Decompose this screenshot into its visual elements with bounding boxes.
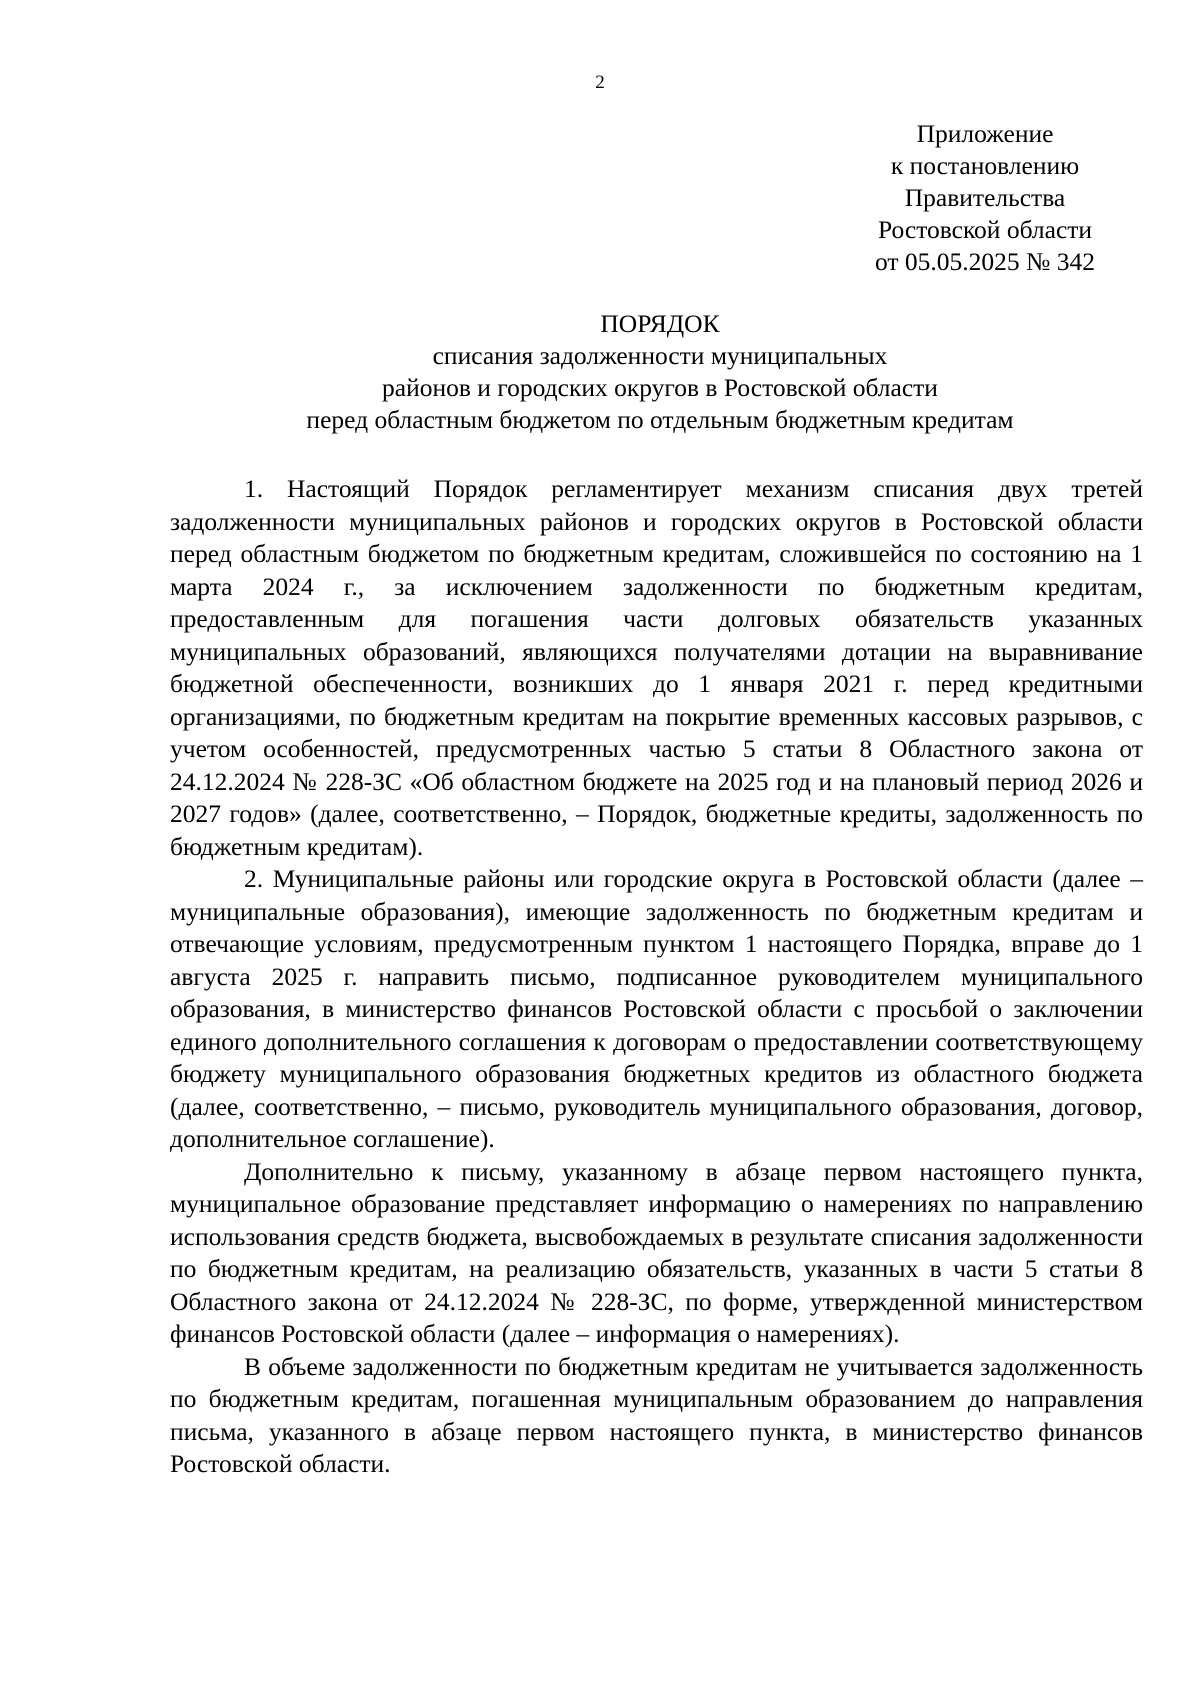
appendix-block <box>830 118 1140 278</box>
paragraph-2-abzac-3: В объеме задолженности по бюджетным кредитам не учитывается задолженность по бюджетным кредитам, погашенная муниципальным образованием до направления письма, указанного в абзаце первом настоящего пункта, в министерство финансов Ростовской области. <box>170 1351 1143 1478</box>
title-heading: ПОРЯДОК <box>600 309 720 338</box>
title-line: перед областным бюджетом по отдельным бюджетным кредитам <box>306 405 1014 434</box>
appendix-line: от 05.05.2025 № 342 <box>874 247 1095 276</box>
appendix-line: Ростовской области <box>877 215 1093 244</box>
document-body <box>170 473 1143 1481</box>
appendix-line: Приложение <box>916 119 1054 148</box>
title-line: районов и городских округов в Ростовской области <box>382 373 938 402</box>
title-line: списания задолженности муниципальных <box>432 341 888 370</box>
page-number: 2 <box>595 72 605 93</box>
document-title <box>170 308 1150 436</box>
paragraph-2: 2. Муниципальные районы или городские округа в Ростовской области (далее – муниципальные образования), имеющие задолженность по бюджетным кредитам и отвечающие условиям, предусмотренным пунктом 1 настоящего Порядка, вправе до 1 августа 2025 г. направить письмо, подписанное руководителем муниципального образования, в министерство финансов Ростовской области с просьбой о заключении единого дополнительного соглашения к договорам о предоставлении соответствующему бюджету муниципального образования бюджетных кредитов из областного бюджета (далее, соответственно, – письмо, руководитель муниципального образования, договор, дополнительное соглашение). <box>170 864 1143 1153</box>
paragraph-1: 1. Настоящий Порядок регламентирует механизм списания двух третей задолженности муниципальных районов и городских округов в Ростовской области перед областным бюджетом по бюджетным кредитам, сложившейся по состоянию на 1 марта 2024 г., за исключением задолженности по бюджетным кредитам, предоставленным для погашения части долговых обязательств указанных муниципальных образований, являющихся получателями дотации на выравнивание бюджетной обеспеченности, возникших до 1 января 2021 г. перед кредитными организациями, по бюджетным кредитам на покрытие временных кассовых разрывов, с учетом особенностей, предусмотренных частью 5 статьи 8 Областного закона от 24.12.2024 № 228-ЗС «Об областном бюджете на 2025 год и на плановый период 2026 и 2027 годов» (далее, соответственно, – Порядок, бюджетные кредиты, задолженность по бюджетным кредитам). <box>170 474 1143 861</box>
appendix-line: к постановлению <box>890 151 1080 180</box>
paragraph-2-abzac-2: Дополнительно к письму, указанному в абзаце первом настоящего пункта, муниципальное образование представляет информацию о намерениях по направлению использования средств бюджета, высвобождаемых в результате списания задолженности по бюджетным кредитам, на реализацию обязательств, указанных в части 5 статьи 8 Областного закона от 24.12.2024 № 228-ЗС, по форме, утвержденной министерством финансов Ростовской области (далее – информация о намерениях). <box>170 1156 1143 1348</box>
appendix-line: Правительства <box>904 183 1066 212</box>
